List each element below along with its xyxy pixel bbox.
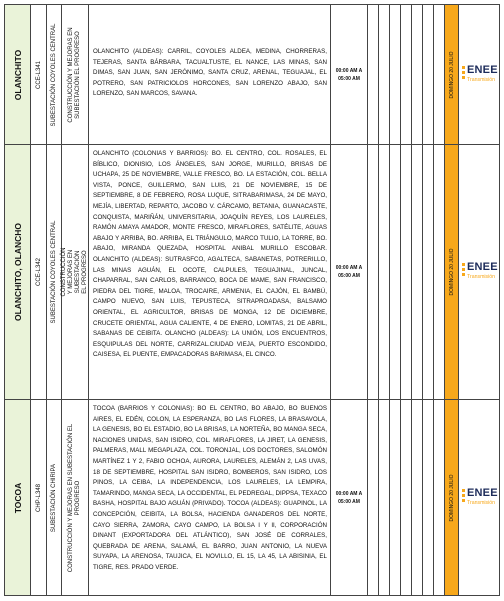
time-cell: [331, 5, 368, 144]
empty-cell: [434, 400, 445, 595]
empty-cell: [412, 400, 423, 595]
affected-areas-cell: [89, 400, 331, 595]
empty-cell: [412, 5, 423, 144]
work-description: CONSTRUCCIÓN Y MEJORAS EN SUBESTACIÓN EL PROGRESO: [68, 26, 81, 123]
empty-cell: [368, 5, 379, 144]
department-cell: [5, 5, 31, 144]
enee-logo: ENEE Transmisión: [462, 487, 500, 509]
table-row: [4, 400, 500, 596]
empty-cell: [434, 145, 445, 399]
day-cell: [445, 145, 459, 399]
circuit-code: CHP-L348: [35, 483, 42, 512]
circuit-code-cell: [31, 5, 47, 144]
substation-cell: [47, 145, 62, 399]
department-label: OLANCHITO, OLANCHO: [12, 222, 23, 322]
substation-name: SUBESTACIÓN COYOLES CENTRAL: [51, 220, 57, 324]
day-cell: [445, 400, 459, 595]
outage-schedule-table: [4, 4, 500, 596]
affected-areas-text: TOCOA (BARRIOS Y COLONIAS): BO EL CENTRO, BO ABAJO, BO BUENOS AIRES, EL EDÉN, COLON, LA ESPERANZA, BO LAS FLORES, LA BRASAVOLA, LA GENESIS, BO EL ESTADIO, BO LA BRISAS, LA NORTEÑA, BO MANGA SECA, NACIONES UNIDAS, SAN ISIDRO, COL. MIRAFLORES, LA JIRET, LA GENESIS, PALMERAS, MALL MEGAPLAZA, COL. TORONJAL, LOS DOCTORES, SALOMÓN MARTÍNEZ 1 Y 2, FABIO OCHOA, AURORA, LAURELES, ALEMÁN 2, LAS UVAS, 18 DE SEPTIEMBRE, HOSPITAL SAN ISIDRO, BOMBEROS, SAN ISIDRO, LOS PINOS, LA CEIBA, LA INDEPENDENCIA, LOS LAURELES, LA LEMPIRA, TAMARINDO, MANGA SECA, LA OCCIDENTAL, EL PEDREGAL, DIPPSA, TEXACO BASHA, HOSPITAL BAJO AGUÁN (PRIVADO). TOCOA (ALDEAS): GUAPINOL, LA CONCEPCIÓN, CEIBITA, LA BOLSA, HACIENDA GANADEROS DEL NORTE, CAYO SIERRA, ZAMORA, CAYO CAMPO, LA BOLSA I Y II, CORPORACIÓN DINANT (EXPORTADORA DEL ATLÁNTICO), SAN JOSÉ DE CORRALES, QUEBRADA DE ARENA, SALAMÁ, EL BARRO, JUAN ANTONIO, LA NUEVA SUYAPA, LA ARENOSA, TAUJICA, EL NOVILLO, EL 15, LA 45, LA ABISINIA, EL TIGRE, RES. PRADO VERDE.: [93, 405, 327, 571]
logo-cell: [459, 5, 501, 144]
department-label: TOCOA: [12, 482, 23, 513]
table-row: [4, 145, 500, 400]
empty-cell: [368, 145, 379, 399]
substation-cell: [47, 400, 62, 595]
empty-cell: [401, 5, 412, 144]
empty-cell: [379, 145, 390, 399]
circuit-code: CCE-L341: [35, 60, 42, 89]
affected-areas-text: OLANCHITO (COLONIAS Y BARRIOS): BO. EL CENTRO, COL. ROSALES, EL BÍBLICO, DIONISIO, LOS ÁNGELES, SAN JORGE, MURILLO, BRISAS DE UCHAPA, 25 DE NOVIEMBRE, VALLE FRESCO, BO. LA ESTACIÓN, COL. BELLA VISTA, PONCE, GUILLERMO, SAN LUIS, 21 DE NOVIEMBRE, 15 DE SEPTIEMBRE, 8 DE FEBRERO, ROSA LUQUE, SITRABARIMASA, 24 DE MAYO, MEJÍA, LIBERTAD, REPARTO, JACOBO V. CÁRCAMO, BETANIA, GUANACASTE, CONQUISTA, MARIÑÁN, UNIVERSITARIA, JOAQUÍN REYES, LOS LAURELES, RAMÓN AMAYA AMADOR, MONTE FRESCO, MIRAFLORES, SATÉLITE, AGUAS ABAJO Y ARRIBA, BO. ARRIBA, EL TRIÁNGULO, MARCO TULIO, LA TORRE, BO. ABAJO, MIRANDA QUEZADA, HOSPITAL ANIBAL MURILLO ESCOBAR. OLANCHITO (ALDEAS): SUTRASFCO, AGALTECA, SABANETAS, POTRERILLO, LAS MINAS AGUÁN, EL OCOTE, CALPULES, TEGUAJINAL, JUNCAL, CHAPARRAL, SAN CARLOS, BARRANCO, BOCA DE MAME, SAN FRANCISCO, PIEDRA DEL TIGRE, MALOA, TROCAIRE, ARMENIA, EL CAJÓN, EL BAMBÚ, CAMPO NUEVO, SAN LUIS, TEPUSTECA, SITRAPROADASA, BALSAMO ORIENTAL, EL AGRICULTOR, BRISAS DE MONGA, 12 DE DICIEMBRE, CRUCETE ORIENTAL, AGUA CALIENTE, 4 DE ENERO, LOMITAS, 21 DE ABRIL, SABANAS DE CEIBITA. OLANCHO (ALDEAS): LA UNIÓN, LOS ENCUENTROS, ESQUIPULAS DEL NORTE, CARRIZAL.CIUDAD VIEJA, PUERTO ESCONDIDO, CAISESA, EL PUENTE, EMPACADORAS BARIMASA, EL CINCO.: [93, 150, 327, 359]
empty-cell: [401, 145, 412, 399]
empty-cell: [401, 400, 412, 595]
affected-areas-cell: [89, 145, 331, 399]
substation-name: SUBESTACIÓN COYOLES CENTRAL: [51, 23, 57, 126]
empty-cell: [390, 145, 401, 399]
day-label: DOMINGO 20 JULIO: [448, 51, 455, 98]
empty-cell: [368, 400, 379, 595]
logo-bars-icon: [462, 489, 465, 503]
work-cell: [62, 145, 89, 399]
logo-bars-icon: [462, 263, 465, 277]
empty-cell: [379, 400, 390, 595]
enee-logo: ENEE Transmisión: [462, 64, 500, 86]
logo-cell: [459, 145, 501, 399]
substation-cell: [47, 5, 62, 144]
affected-areas-text: OLANCHITO (ALDEAS): CARRIL, COYOLES ALDEA, MEDINA, CHORRERAS, TEJERAS, SANTA BÁRBARA, TACUALTUSTE, EL NANCE, LAS MINAS, SAN DIMAS, SAN JUAN, SAN JERÓNIMO, SANTA CRUZ, ARENAL, TEGUAJAL, EL POTRERO, SAN PATRICIOLOS HORCONES, SAN LORENZO ABAJO, SAN LORENZO, SAN MARCOS, SAVANA.: [93, 48, 327, 98]
substation-name: SUBESTACIÓN CHIRIPA: [51, 463, 57, 532]
day-label: DOMINGO 20 JULIO: [448, 248, 455, 296]
circuit-code: CCE-L342: [35, 257, 42, 287]
day-label: DOMINGO 20 JULIO: [448, 474, 455, 521]
enee-logo: ENEE Transmisión: [462, 261, 500, 283]
time-range: 00:00 AM A 05:00 AM: [335, 67, 363, 82]
logo-cell: [459, 400, 501, 595]
department-label: OLANCHITO: [12, 49, 23, 100]
department-cell: [5, 400, 31, 595]
empty-cell: [434, 5, 445, 144]
time-range: 00:00 AM A 05:00 AM: [335, 265, 363, 279]
empty-cell: [423, 400, 434, 595]
time-cell: [331, 145, 368, 399]
empty-cell: [423, 5, 434, 144]
empty-cell: [423, 145, 434, 399]
logo-bars-icon: [462, 66, 465, 80]
circuit-code-cell: [31, 145, 47, 399]
work-description: CONSTRUCCIÓN Y MEJORAS EN SUBESTACIÓN EL PROGRESO: [61, 247, 88, 297]
work-cell: [62, 400, 89, 595]
work-description: CONSTRUCCIÓN Y MEJORAS EN SUBESTACIÓN EL PROGRESO: [68, 423, 81, 572]
department-cell: [5, 145, 31, 399]
affected-areas-cell: [89, 5, 331, 144]
time-range: 00:00 AM A 05:00 AM: [335, 490, 363, 505]
work-cell: [62, 5, 89, 144]
empty-cell: [390, 400, 401, 595]
day-cell: [445, 5, 459, 144]
empty-cell: [390, 5, 401, 144]
time-cell: [331, 400, 368, 595]
circuit-code-cell: [31, 400, 47, 595]
empty-cell: [379, 5, 390, 144]
empty-cell: [412, 145, 423, 399]
table-row: [4, 4, 500, 145]
